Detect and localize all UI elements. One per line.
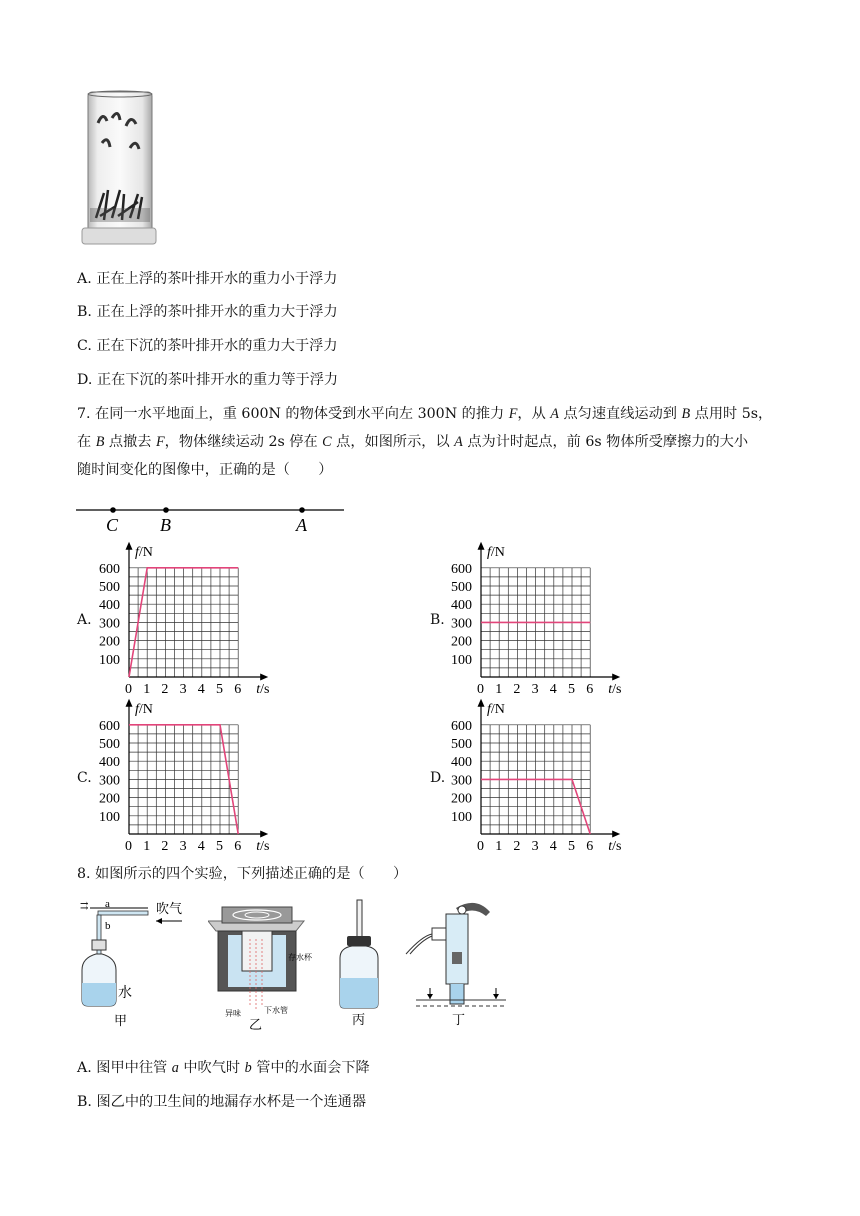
y-tick-label: 600 — [451, 718, 472, 734]
x-axis-arrow — [612, 831, 620, 838]
q7-option-c-label[interactable]: C. — [77, 770, 92, 786]
x-tick-label: 4 — [197, 839, 205, 854]
tube-b-label: b — [105, 920, 111, 932]
x-axis-arrow — [260, 831, 268, 838]
q7-option-b-label[interactable]: B. — [430, 612, 445, 628]
y-tick-label: 600 — [99, 718, 120, 734]
figure-yi — [208, 905, 318, 1030]
q6-option-d[interactable]: D. 正在下沉的茶叶排开水的重力等于浮力 — [77, 372, 339, 388]
x-tick-label: 5 — [568, 839, 575, 854]
x-axis-arrow — [612, 674, 620, 681]
point-b-dot — [163, 507, 169, 513]
x-tick-label: 2 — [161, 839, 169, 854]
chart-option-c — [92, 697, 282, 859]
x-tick-label: 3 — [531, 839, 539, 854]
x-tick-label: 4 — [549, 839, 557, 854]
y-tick-label: 600 — [451, 561, 472, 577]
x-tick-label: 2 — [513, 839, 521, 854]
y-tick-label: 300 — [451, 616, 472, 632]
y-axis-arrow — [478, 542, 485, 550]
x-axis-label: t/s — [256, 839, 270, 854]
q6-option-c[interactable]: C. 正在下沉的茶叶排开水的重力大于浮力 — [77, 338, 338, 354]
y-tick-label: 300 — [99, 773, 120, 789]
figure-bing-caption: 丙 — [352, 1012, 366, 1027]
figure-ding — [400, 898, 510, 1030]
x-tick-label: 3 — [531, 682, 539, 697]
y-tick-label: 500 — [99, 580, 120, 595]
x-tick-label: 4 — [197, 682, 205, 697]
point-b-label: B — [160, 515, 171, 535]
pipe-label: 下水管 — [264, 1006, 288, 1015]
y-axis-label: f/N — [135, 701, 153, 717]
x-tick-label: 5 — [216, 839, 223, 854]
y-axis-arrow — [126, 699, 133, 707]
y-axis-arrow — [126, 542, 133, 550]
x-tick-label: 5 — [216, 682, 223, 697]
x-tick-label: 3 — [179, 682, 187, 697]
y-tick-label: 500 — [451, 737, 472, 752]
chart-option-b — [444, 540, 634, 702]
x-tick-label: 1 — [143, 682, 151, 697]
x-axis-label: t/s — [256, 682, 270, 697]
x-axis-arrow — [260, 674, 268, 681]
x-tick-label: 1 — [495, 839, 503, 854]
x-tick-label: 5 — [568, 682, 575, 697]
y-tick-label: 600 — [99, 561, 120, 577]
q6-option-b[interactable]: B. 正在上浮的茶叶排开水的重力大于浮力 — [77, 304, 338, 320]
y-tick-label: 500 — [451, 580, 472, 595]
q6-option-a[interactable]: A. 正在上浮的茶叶排开水的重力小于浮力 — [77, 271, 338, 287]
figure-jia-caption: 甲 — [114, 1013, 128, 1028]
figure-bing — [330, 898, 390, 1030]
x-tick-label: 0 — [477, 839, 484, 854]
x-tick-label: 6 — [586, 682, 594, 697]
blow-label: 吹气 — [156, 901, 183, 916]
chart-option-d — [444, 697, 634, 859]
y-tick-label: 300 — [99, 616, 120, 632]
point-c-dot — [110, 507, 116, 513]
x-tick-label: 0 — [125, 839, 132, 854]
y-tick-label: 400 — [99, 755, 120, 771]
figure-ding-caption: 丁 — [452, 1012, 466, 1027]
y-axis-label: f/N — [135, 544, 153, 560]
y-axis-arrow — [478, 699, 485, 707]
y-tick-label: 100 — [451, 809, 472, 825]
position-line-diagram — [76, 500, 348, 540]
q8-option-b[interactable]: B. 图乙中的卫生间的地漏存水杯是一个连通器 — [77, 1094, 367, 1110]
q8-stem: 8. 如图所示的四个实验，下列描述正确的是（ ） — [77, 866, 408, 882]
y-axis-label: f/N — [487, 701, 505, 717]
x-axis-label: t/s — [608, 682, 622, 697]
y-tick-label: 500 — [99, 737, 120, 752]
x-tick-label: 6 — [234, 839, 242, 854]
y-tick-label: 100 — [99, 652, 120, 668]
smell-label: 异味 — [225, 1009, 241, 1018]
q7-option-d-label[interactable]: D. — [430, 770, 446, 786]
x-tick-label: 1 — [143, 839, 151, 854]
x-tick-label: 1 — [495, 682, 503, 697]
y-tick-label: 100 — [451, 652, 472, 668]
y-tick-label: 300 — [451, 773, 472, 789]
x-tick-label: 2 — [513, 682, 521, 697]
y-axis-label: f/N — [487, 544, 505, 560]
x-tick-label: 2 — [161, 682, 169, 697]
tube-a-label: a — [105, 898, 110, 910]
x-tick-label: 3 — [179, 839, 187, 854]
point-c-label: C — [106, 515, 119, 535]
y-tick-label: 400 — [451, 598, 472, 614]
figure-yi-caption: 乙 — [249, 1017, 263, 1030]
y-tick-label: 200 — [99, 634, 120, 650]
y-tick-label: 100 — [99, 809, 120, 825]
x-tick-label: 4 — [549, 682, 557, 697]
q8-option-a[interactable]: A. 图甲中往管 a 中吹气时 b 管中的水面会下降 — [77, 1060, 370, 1076]
point-a-dot — [299, 507, 305, 513]
y-tick-label: 400 — [99, 598, 120, 614]
x-tick-label: 6 — [234, 682, 242, 697]
cup-label: 存水杯 — [288, 953, 312, 962]
y-tick-label: 200 — [99, 791, 120, 807]
x-axis-label: t/s — [608, 839, 622, 854]
point-a-label: A — [296, 515, 307, 535]
x-tick-label: 0 — [477, 682, 484, 697]
y-tick-label: 200 — [451, 634, 472, 650]
figure-jia — [78, 895, 188, 1030]
q7-stem: 7. 在同一水平地面上，重 600N 的物体受到水平向左 300N 的推力 F，从 A 点匀速直线运动到 B 点用时 5s， 在 B 点撤去 F，物体继续运动 2s 停在 C 点，如图所示，以 A 点为计时起点，前 6s 物体所受摩擦力的大小 随时间变化的图像中，正确的是（ ） — [77, 406, 773, 478]
water-label: 水 — [118, 986, 132, 1001]
x-tick-label: 6 — [586, 839, 594, 854]
tea-glass-photo — [78, 88, 158, 246]
chart-option-a — [92, 540, 282, 702]
y-tick-label: 400 — [451, 755, 472, 771]
arrow-lines-icon: ⇉ — [80, 901, 89, 912]
y-tick-label: 200 — [451, 791, 472, 807]
x-tick-label: 0 — [125, 682, 132, 697]
q7-option-a-label[interactable]: A. — [77, 612, 92, 628]
